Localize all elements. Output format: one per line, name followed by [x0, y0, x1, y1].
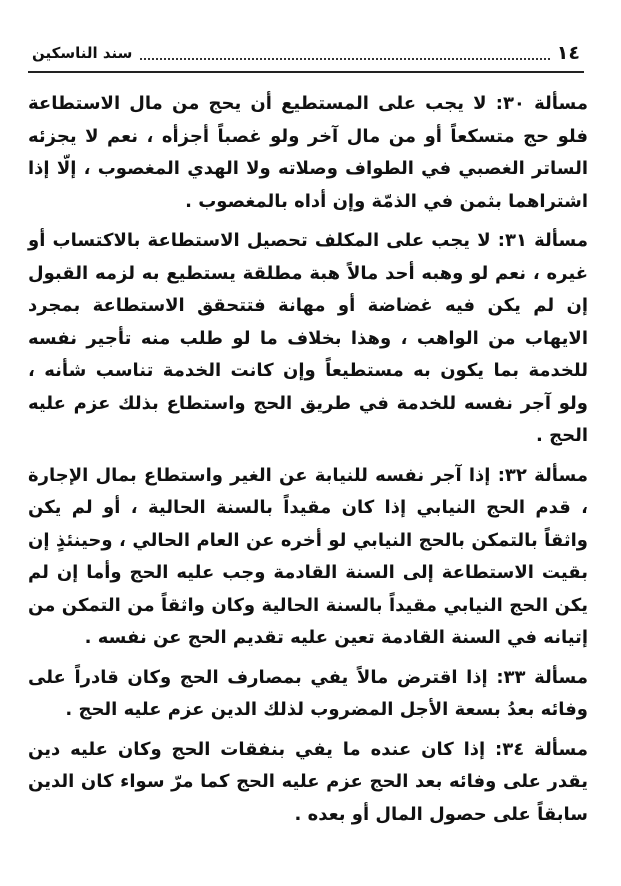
- header-dotted-leader: [140, 58, 550, 60]
- issue-32-text: إذا آجر نفسه للنيابة عن الغير واستطاع بمال الإجارة ، قدم الحج النيابي إذا كان مقيداً بالسنة الحالية ، أو لم يكن واثقاً بالتمكن بالحج النيابي لو أخره عن العام الحالي ، وحينئذٍ إن بقيت الاستطاعة إلى السنة القادمة وجب عليه الحج وأما إن لم يكن الحج النيابي مقيداً بالسنة الحالية وكان واثقاً من التمكن من إتيانه في السنة القادمة تعين عليه تقديم الحج عن نفسه .: [28, 464, 588, 648]
- issue-34-label: مسألة ٣٤:: [495, 738, 588, 760]
- issue-31-label: مسألة ٣١:: [497, 230, 588, 251]
- issue-32-label: مسألة ٣٢:: [497, 464, 588, 486]
- header-rule: [28, 71, 584, 73]
- issue-32-paragraph: [28, 460, 588, 655]
- issue-31-text: لا يجب على المكلف تحصيل الاستطاعة بالاكتساب أو غيره ، نعم لو وهبه أحد مالاً هبة مطلقة يستطيع به لزمه القبول إن لم يكن فيه غضاضة أو مهانة فتتحقق الاستطاعة بمجرد الايهاب من الواهب ، وهذا بخلاف ما لو طلب منه تأجير نفسه للخدمة بما يكون به مستطيعاً وإن كانت الخدمة تناسب شأنه ، ولو آجر نفسه للخدمة في طريق الحج واستطاع بذلك عزم عليه الحج .: [28, 230, 588, 446]
- page-number: ١٤: [556, 42, 580, 64]
- issue-33-text: إذا اقترض مالاً يفي بمصارف الحج وكان قادراً على وفائه بعدُ بسعة الأجل المضروب لذلك الدين عزم عليه الحج .: [28, 666, 588, 720]
- page-body: [28, 88, 588, 838]
- issue-30-text: لا يجب على المستطيع أن يحج من مال الاستطاعة فلو حج متسكعاً أو من مال آخر ولو غصباً أجزأه ، نعم لا يجزئه الساتر الغصبي في الطواف وصلاته ولا الهدي المغصوب ، إلّا إذا اشتراهما بثمن في الذمّة وإن أداه بالمغصوب .: [28, 93, 588, 212]
- issue-33-paragraph: [28, 662, 588, 727]
- page-header: [28, 40, 584, 72]
- issue-31-paragraph: [28, 225, 588, 453]
- issue-30-paragraph: [28, 88, 588, 218]
- issue-34-paragraph: [28, 734, 588, 832]
- issue-34-text: إذا كان عنده ما يفي بنفقات الحج وكان عليه دين يقدر على وفائه بعد الحج عزم عليه الحج كما مرّ سواء كان الدين سابقاً على حصول المال أو بعده .: [28, 738, 588, 825]
- issue-33-label: مسألة ٣٣:: [496, 666, 588, 688]
- running-title: سند الناسكين: [32, 44, 133, 62]
- issue-30-label: مسألة ٣٠:: [495, 93, 588, 114]
